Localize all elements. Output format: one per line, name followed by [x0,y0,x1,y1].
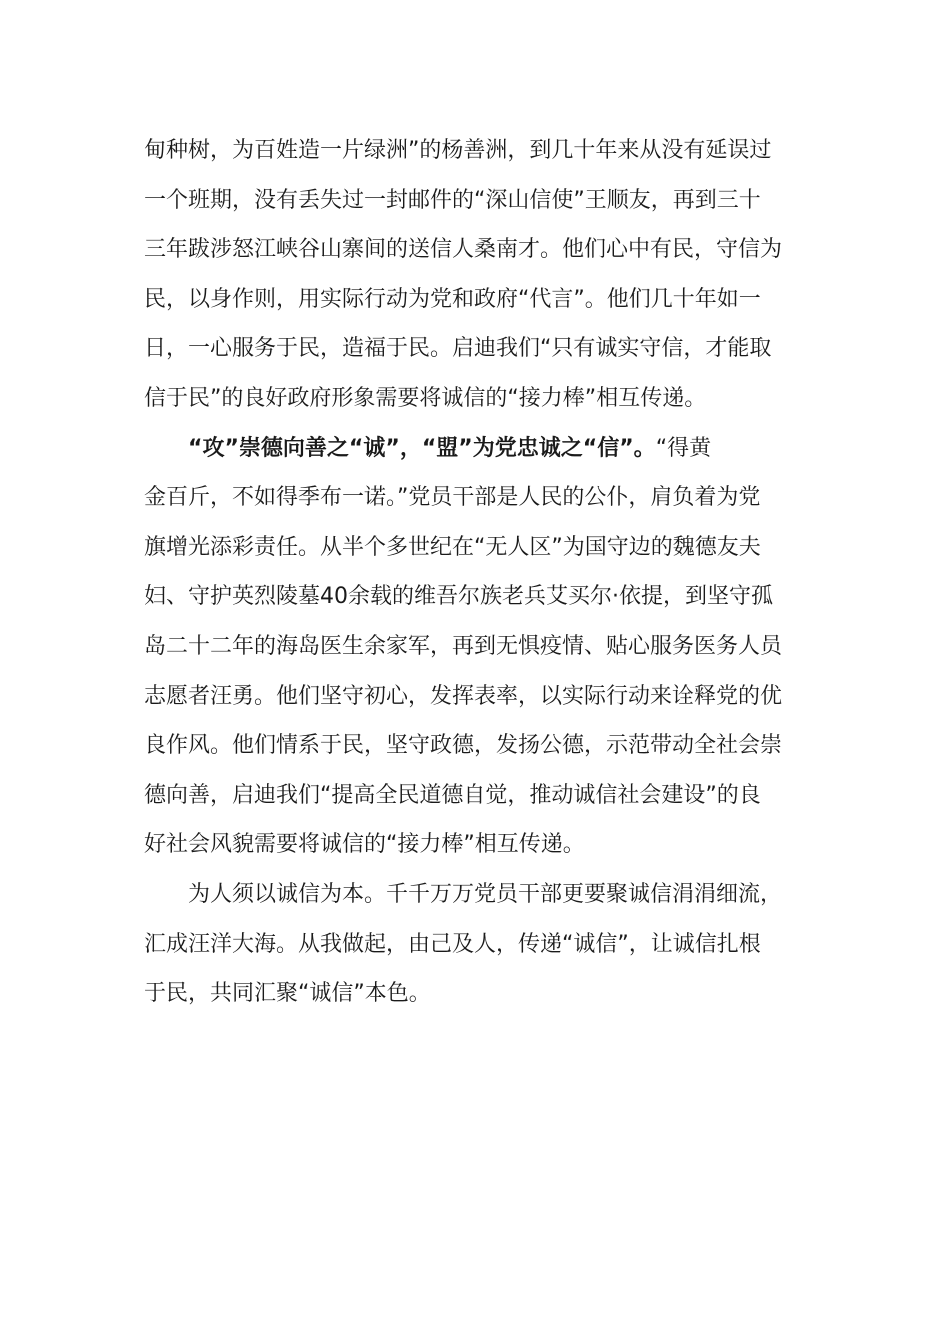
paragraph-line-rest: “得黄 [655,435,712,461]
paragraph-first-line [144,424,794,474]
paragraph-line: 妇、守护英烈陵墓40余载的维吾尔族老兵艾买尔·依提，到坚守孤 [144,584,773,610]
paragraph-line: 民，以身作则，用实际行动为党和政府“代言”。他们几十年如一 [144,286,761,312]
paragraph-first-line: 为人须以诚信为本。千千万万党员干部更要聚诚信涓涓细流， [188,881,783,907]
document-body [144,126,794,1019]
paragraph-line: 一个班期，没有丢失过一封邮件的“深山信使”王顺友，再到三十 [144,187,761,213]
paragraph-line: 信于民”的良好政府形象需要将诚信的“接力棒”相互传递。 [144,385,707,411]
paragraph-line: 日，一心服务于民，造福于民。启迪我们“只有诚实守信，才能取 [144,336,772,362]
paragraph-line: 好社会风貌需要将诚信的“接力棒”相互传递。 [144,832,585,858]
paragraph-line: 金百斤，不如得季布一诺。”党员干部是人民的公仆，肩负着为党 [144,485,761,511]
paragraph-line: 旗增光添彩责任。从半个多世纪在“无人区”为国守边的魏德友夫 [144,534,761,560]
paragraph-2 [144,424,794,870]
paragraph-1 [144,126,794,424]
paragraph-3 [144,870,794,1019]
paragraph-line: 志愿者汪勇。他们坚守初心，发挥表率，以实际行动来诠释党的优 [144,683,783,709]
paragraph-line: 汇成汪洋大海。从我做起，由己及人，传递“诚信”，让诚信扎根 [144,931,761,957]
paragraph-line: 德向善，启迪我们“提高全民道德自觉，推动诚信社会建设”的良 [144,782,761,808]
paragraph-line: 三年跋涉怒江峡谷山寨间的送信人桑南才。他们心中有民，守信为 [144,237,783,263]
paragraph-line: 良作风。他们情系于民，坚守政德，发扬公德，示范带动全社会崇 [144,733,783,759]
paragraph-line: 于民，共同汇聚“诚信”本色。 [144,981,431,1007]
section-heading: “攻”崇德向善之“诚”，“盟”为党忠诚之“信”。 [188,435,656,461]
paragraph-line: 岛二十二年的海岛医生余家军，再到无惧疫情、贴心服务医务人员 [144,633,783,659]
paragraph-line: 甸种树，为百姓造一片绿洲”的杨善洲，到几十年来从没有延误过 [144,138,772,163]
